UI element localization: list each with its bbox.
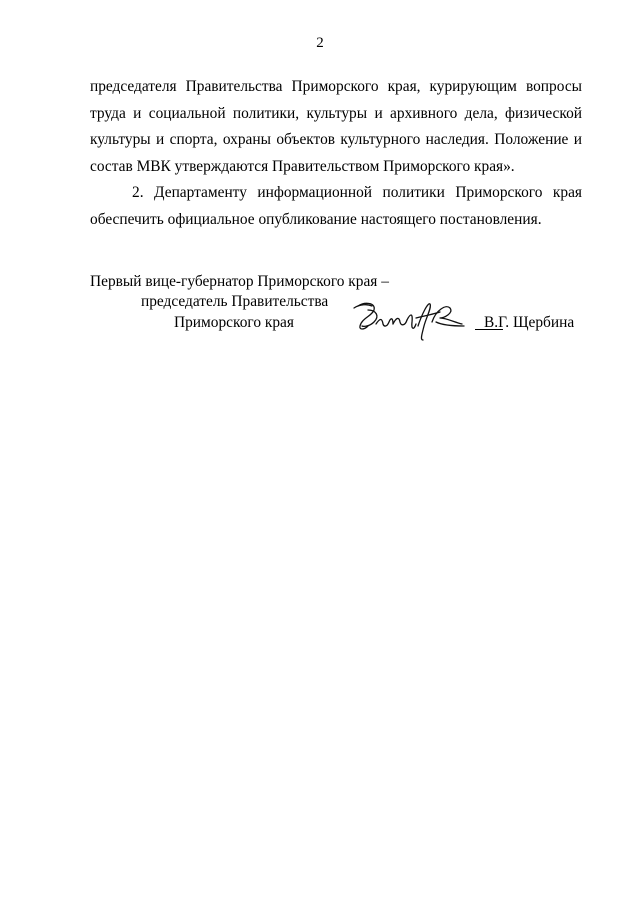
paragraph-item-2: 2. Департаменту информационной политики Приморского края обеспечить официальное опубликование настоящего постановления.: [90, 184, 582, 228]
signer-name: В.Г. Щербина: [484, 314, 575, 331]
body-text: [90, 74, 582, 233]
handwritten-signature-icon: [350, 296, 468, 344]
position-line-2: председатель Правительства: [141, 293, 329, 310]
paragraph-continuation: председателя Правительства Приморского края, курирующим вопросы труда и социальной политики, культуры и архивного дела, физической культуры и спорта, охраны объектов культурного наследия. Положение и состав МВК утверждаются Правительством Приморского края».: [90, 78, 582, 175]
position-line-3: Приморского края: [174, 314, 294, 331]
page-number: 2: [316, 35, 324, 51]
position-line-1: Первый вице-губернатор Приморского края –: [90, 273, 389, 290]
